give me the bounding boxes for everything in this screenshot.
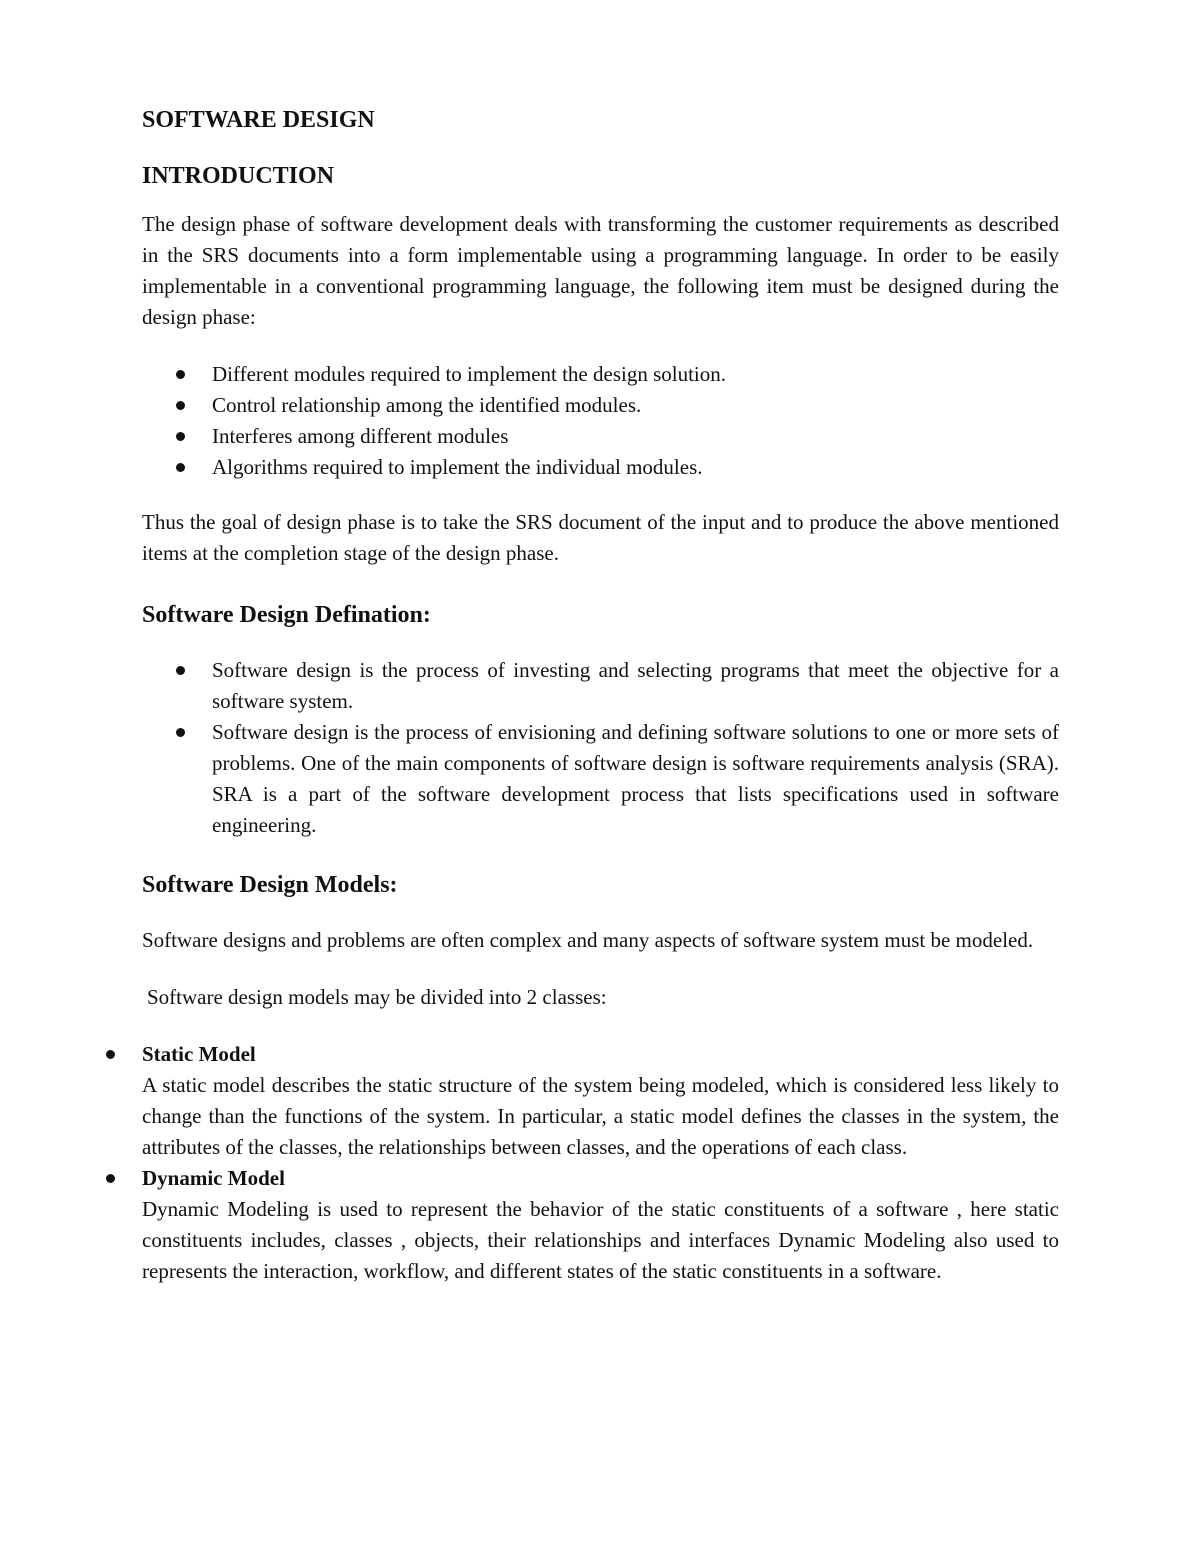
model-description: Dynamic Modeling is used to represent the behavior of the static constituents of a software , here static constituents includes, classes , objects, their relationships and interfaces Dynamic Modeling also used to represents the interaction, workflow, and different states of the static constituents in a software.	[142, 1197, 1059, 1283]
models-heading: Software Design Models:	[142, 872, 398, 898]
list-item	[142, 1039, 1059, 1163]
bullet-icon	[176, 666, 185, 675]
document-content	[142, 100, 1059, 1287]
bullet-icon	[176, 728, 185, 737]
list-item-text: Software design is the process of investing and selecting programs that meet the objective for a software system.	[212, 658, 1059, 713]
list-item-text: Algorithms required to implement the individual modules.	[212, 455, 703, 479]
model-title: Dynamic Model	[142, 1166, 285, 1190]
bullet-icon	[106, 1050, 115, 1059]
list-item	[142, 655, 1059, 717]
intro-heading: INTRODUCTION	[142, 163, 335, 189]
models-classes-paragraph: Software design models may be divided into 2 classes:	[147, 985, 607, 1009]
list-item	[142, 390, 1059, 421]
list-item	[142, 421, 1059, 452]
bullet-icon	[176, 463, 185, 472]
bullet-icon	[106, 1174, 115, 1183]
design-items-list	[142, 359, 1059, 483]
bullet-icon	[176, 401, 185, 410]
definition-list	[142, 655, 1059, 841]
goal-paragraph: Thus the goal of design phase is to take the SRS document of the input and to produce the above mentioned items at the completion stage of the design phase.	[142, 510, 1059, 565]
list-item-text: Control relationship among the identified modules.	[212, 393, 642, 417]
document-title: SOFTWARE DESIGN	[142, 107, 375, 133]
list-item	[142, 452, 1059, 483]
models-list	[142, 1039, 1059, 1287]
list-item	[142, 1163, 1059, 1287]
intro-paragraph: The design phase of software development deals with transforming the customer requirements as described in the SRS documents into a form implementable using a programming language. In order to be easily implementable in a conventional programming language, the following item must be designed during the design phase:	[142, 212, 1059, 329]
list-item-text: Different modules required to implement the design solution.	[212, 362, 727, 386]
list-item-text: Software design is the process of envisioning and defining software solutions to one or more sets of problems. One of the main components of software design is software requirements analysis (SRA). SRA is a part of the software development process that lists specifications used in software engineering.	[212, 720, 1059, 837]
model-title: Static Model	[142, 1042, 256, 1066]
model-description: A static model describes the static structure of the system being modeled, which is considered less likely to change than the functions of the system. In particular, a static model defines the classes in the system, the attributes of the classes, the relationships between classes, and the operations of each class.	[142, 1073, 1059, 1159]
bullet-icon	[176, 432, 185, 441]
definition-heading: Software Design Defination:	[142, 602, 431, 628]
bullet-icon	[176, 370, 185, 379]
list-item	[142, 359, 1059, 390]
list-item-text: Interferes among different modules	[212, 424, 509, 448]
list-item	[142, 717, 1059, 841]
models-paragraph: Software designs and problems are often complex and many aspects of software system must be modeled.	[142, 928, 1034, 952]
